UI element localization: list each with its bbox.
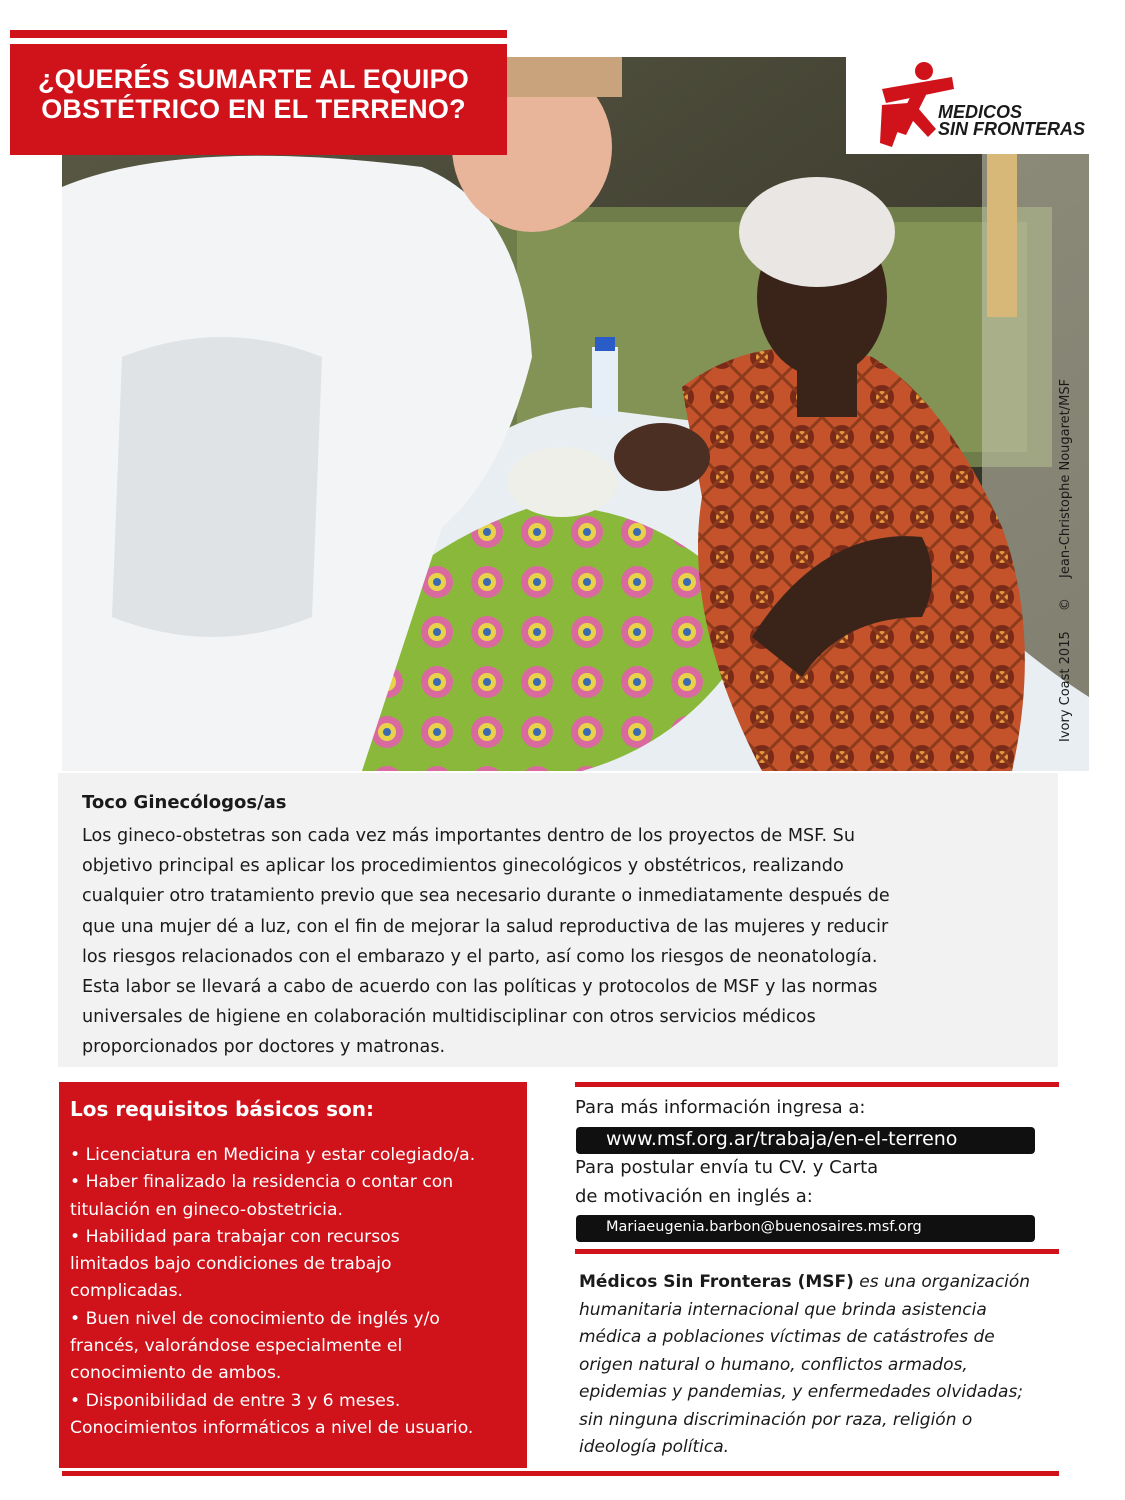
title-line-1: ¿QUERÉS SUMARTE AL EQUIPO (37, 64, 470, 94)
about-line: es una organización (853, 1272, 1031, 1292)
logo-line-2: SIN FRONTERAS (938, 119, 1086, 139)
about-msf (579, 1269, 1059, 1462)
requirement-line: limitados bajo condiciones de trabajo (70, 1254, 392, 1275)
description-line: Esta labor se llevará a cabo de acuerdo con las políticas y protocolos de MSF y las normas (82, 977, 878, 998)
logo-line-1: MEDICOS (938, 102, 1023, 122)
credit-place: Ivory Coast 2015 (1058, 631, 1073, 742)
requirement-line: • Disponibilidad de entre 3 y 6 meses. (70, 1390, 401, 1411)
role-description-text (82, 821, 1038, 1063)
description-line: los riesgos relacionados con el embarazo y el parto, así como los riesgos de neonatología. (82, 946, 878, 967)
title-top-rule (10, 30, 507, 38)
contact-bottom-rule (575, 1249, 1059, 1254)
org-name: Médicos Sin Fronteras (MSF) (579, 1272, 854, 1292)
role-description-panel (58, 773, 1058, 1067)
info-url-link[interactable] (576, 1127, 1035, 1154)
requirement-line: francés, valorándose especialmente el (70, 1336, 403, 1357)
requirement-line: • Buen nivel de conocimiento de inglés y/o (70, 1308, 440, 1329)
apply-line-1: Para postular envía tu CV. y Carta (575, 1157, 879, 1178)
title-banner (10, 44, 507, 155)
info-label: Para más información ingresa a: (575, 1097, 866, 1118)
description-line: proporcionados por doctores y matronas. (82, 1037, 446, 1058)
copyright-symbol: © (1058, 598, 1073, 612)
about-line: sin ninguna discriminación por raza, religión o (579, 1409, 973, 1430)
info-url-text[interactable]: www.msf.org.ar/trabaja/en-el-terreno (606, 1128, 958, 1150)
role-heading: Toco Ginecólogos/as (82, 792, 287, 813)
photo-credit (1058, 322, 1073, 742)
requirement-line: • Habilidad para trabajar con recursos (70, 1226, 400, 1247)
email-text[interactable]: Mariaeugenia.barbon@buenosaires.msf.org (606, 1219, 922, 1235)
logo-wordmark (938, 104, 1085, 138)
credit-author: Jean-Christophe Nougaret/MSF (1058, 378, 1073, 578)
apply-line-2: de motivación en inglés a: (575, 1186, 813, 1207)
about-line: humanitaria internacional que brinda asistencia (579, 1299, 987, 1320)
about-line: epidemias y pandemias, y enfermedades olvidadas; (579, 1382, 1024, 1402)
page-bottom-rule (62, 1471, 1059, 1476)
requirements-list (70, 1142, 515, 1442)
hero-photo-illustration (62, 57, 1089, 771)
hero-photo (62, 57, 1089, 771)
about-line: ideología política. (579, 1437, 730, 1457)
description-line: Los gineco-obstetras son cada vez más importantes dentro de los proyectos de MSF. Su (82, 826, 855, 846)
email-link[interactable] (576, 1215, 1035, 1242)
description-line: universales de higiene en colaboración multidisciplinar con otros servicios médicos (82, 1007, 816, 1028)
about-line: médica a poblaciones víctimas de catástrofes de (579, 1327, 995, 1347)
requirement-line: • Licenciatura en Medicina y estar colegiado/a. (70, 1145, 476, 1165)
requirement-line: titulación en gineco-obstetricia. (70, 1199, 343, 1220)
requirement-line: complicadas. (70, 1281, 184, 1302)
requirement-line: • Haber finalizado la residencia o contar con (70, 1172, 454, 1193)
requirement-line: conocimiento de ambos. (70, 1363, 282, 1384)
description-line: objetivo principal es aplicar los procedimientos ginecológicos y obstétricos, realizando (82, 856, 844, 877)
contact-top-rule (575, 1082, 1059, 1087)
description-line: cualquier otro tratamiento previo que sea necesario durante o inmediatamente después de (82, 886, 890, 907)
requirements-heading: Los requisitos básicos son: (70, 1097, 375, 1121)
msf-logo (846, 57, 1089, 154)
about-line: origen natural o humano, conflictos armados, (579, 1354, 968, 1375)
title-line-2: OBSTÉTRICO EN EL TERRENO? (41, 94, 466, 124)
description-line: que una mujer dé a luz, con el fin de mejorar la salud reproductiva de las mujeres y reducir (82, 916, 889, 937)
requirement-line: Conocimientos informáticos a nivel de usuario. (70, 1417, 474, 1438)
requirements-panel (59, 1082, 527, 1468)
